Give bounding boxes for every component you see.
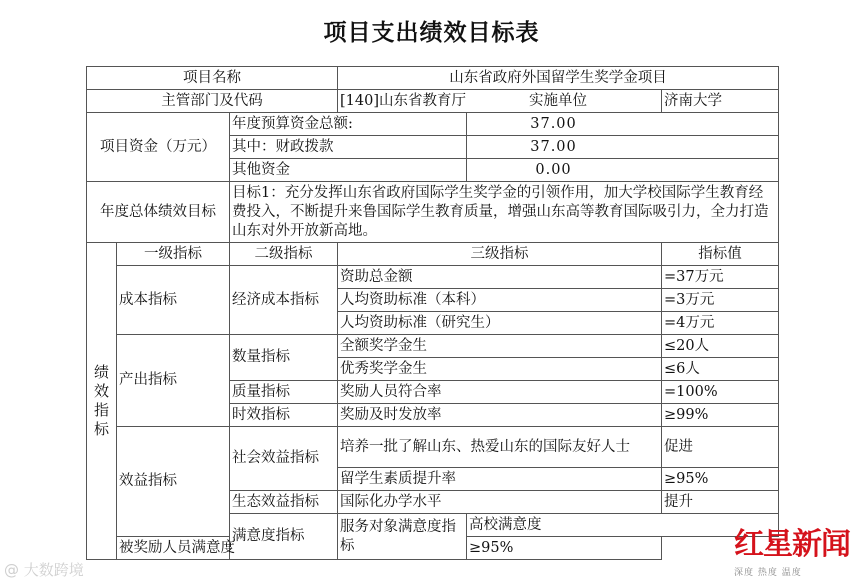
level1-satisfaction: 满意度指标	[230, 514, 338, 560]
row-project-name	[87, 67, 779, 90]
level1-benefit: 效益指标	[117, 427, 230, 537]
watermark-logo	[734, 519, 862, 581]
level3-item: 奖励及时发放率	[338, 404, 662, 427]
row-department	[87, 90, 779, 113]
level3-item: 留学生素质提升率	[338, 468, 662, 491]
level2-quantity: 数量指标	[230, 335, 338, 381]
indicator-value: 提升	[662, 491, 779, 514]
level2-timeliness: 时效指标	[230, 404, 338, 427]
logo-subtitle: 深度 热度 温度	[734, 568, 802, 578]
level3-item: 奖励人员符合率	[338, 381, 662, 404]
level1-cost: 成本指标	[117, 266, 230, 335]
row-indicator-header	[87, 243, 779, 266]
project-name-label: 项目名称	[87, 67, 338, 90]
level2-service-satisfaction: 服务对象满意度指标	[338, 514, 467, 560]
indicator-value: 促进	[662, 427, 779, 468]
unit-value: 济南大学	[662, 90, 779, 113]
funds-other-label: 其他资金	[230, 159, 467, 182]
level2-quality: 质量指标	[230, 381, 338, 404]
header-value: 指标值	[662, 243, 779, 266]
level3-item: 人均资助标准（研究生）	[338, 312, 662, 335]
page-title: 项目支出绩效目标表	[323, 20, 540, 46]
funds-total-value: 37.00	[467, 113, 779, 136]
level3-item: 全额奖学金生	[338, 335, 662, 358]
level3-item: 被奖励人员满意度	[117, 537, 338, 560]
performance-table	[86, 66, 779, 560]
goal-label: 年度总体绩效目标	[87, 182, 230, 243]
level1-output: 产出指标	[117, 335, 230, 427]
indicator-value: =37万元	[662, 266, 779, 289]
indicator-value: ≥95%	[467, 537, 662, 560]
unit-label: 实施单位	[529, 92, 587, 109]
indicator-section-label: 绩效指标	[87, 243, 117, 560]
level3-item: 培养一批了解山东、热爱山东的国际友好人士	[338, 427, 662, 468]
level3-item: 资助总金额	[338, 266, 662, 289]
funds-other-value: 0.00	[467, 159, 779, 182]
logo-text: 红星新闻	[734, 527, 850, 562]
dept-name: [140]山东省教育厅	[340, 92, 466, 109]
funds-label: 项目资金（万元）	[87, 113, 230, 182]
level3-item: 国际化办学水平	[338, 491, 662, 514]
indicator-value: ≥99%	[662, 404, 779, 427]
indicator-value: =4万元	[662, 312, 779, 335]
header-level2: 二级指标	[230, 243, 338, 266]
indicator-value: =100%	[662, 381, 779, 404]
indicator-value: =3万元	[662, 289, 779, 312]
level3-item: 高校满意度	[467, 514, 779, 537]
funds-total-label: 年度预算资金总额:	[230, 113, 467, 136]
project-name-value: 山东省政府外国留学生奖学金项目	[338, 67, 779, 90]
goal-text: 目标1：充分发挥山东省政府国际学生奖学金的引领作用，加大学校国际学生教育经费投入，不断提升来鲁国际学生教育质量，增强山东高等教育国际吸引力，全力打造山东对外开放新高地。	[230, 182, 779, 243]
level3-item: 优秀奖学金生	[338, 358, 662, 381]
header-level1: 一级指标	[117, 243, 230, 266]
funds-fiscal-label: 其中：财政拨款	[230, 136, 467, 159]
table-row	[87, 266, 779, 289]
level3-item: 人均资助标准（本科）	[338, 289, 662, 312]
level2-eco-benefit: 生态效益指标	[230, 491, 338, 514]
indicator-value: ≥95%	[662, 468, 779, 491]
level2-social-benefit: 社会效益指标	[230, 427, 338, 491]
dept-value	[338, 90, 662, 113]
dept-label: 主管部门及代码	[87, 90, 338, 113]
row-goal	[87, 182, 779, 243]
header-level3: 三级指标	[338, 243, 662, 266]
indicator-value: ≤6人	[662, 358, 779, 381]
table-row	[87, 427, 779, 468]
watermark-left: @ 大数跨境	[4, 561, 84, 579]
table-row	[87, 335, 779, 358]
level2-economic-cost: 经济成本指标	[230, 266, 338, 335]
funds-fiscal-value: 37.00	[467, 136, 779, 159]
indicator-value: ≤20人	[662, 335, 779, 358]
row-funds-total	[87, 113, 779, 136]
